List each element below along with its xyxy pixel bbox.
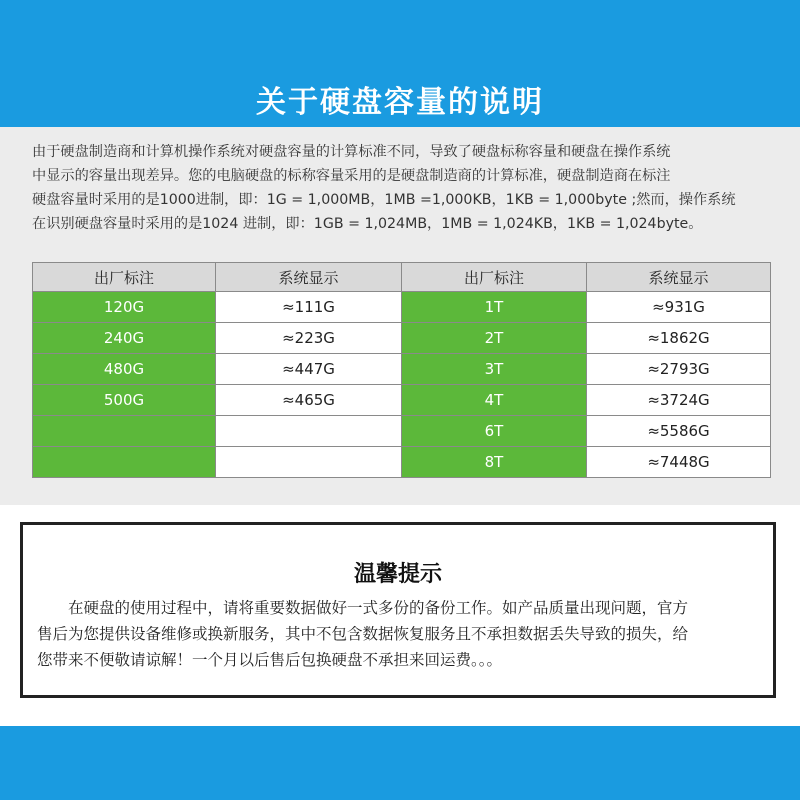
- notice-line: 您带来不便敬请谅解！一个月以后售后包换硬盘不承担来回运费。。。: [37, 651, 503, 669]
- column-header-system-display: 系统显示: [587, 263, 771, 292]
- system-capacity-cell: [216, 416, 402, 447]
- column-header-factory-label: 出厂标注: [402, 263, 587, 292]
- bottom-blue-band: [0, 726, 800, 800]
- factory-capacity-cell: 1T: [402, 292, 587, 323]
- top-blue-band: [0, 0, 800, 70]
- system-capacity-cell: ≈5586G: [587, 416, 771, 447]
- intro-line: 硬盘容量时采用的是1000进制，即：1G = 1,000MB，1MB =1,000KB，1KB = 1,000byte ;然而，操作系统: [32, 192, 736, 208]
- system-capacity-cell: ≈3724G: [587, 385, 771, 416]
- system-capacity-cell: ≈931G: [587, 292, 771, 323]
- column-header-system-display: 系统显示: [216, 263, 402, 292]
- capacity-table: [32, 262, 771, 478]
- factory-capacity-cell: 500G: [33, 385, 216, 416]
- table-header-row: [33, 263, 771, 292]
- factory-capacity-cell: 480G: [33, 354, 216, 385]
- system-capacity-cell: [216, 447, 402, 478]
- factory-capacity-cell: [33, 416, 216, 447]
- table-row: [33, 447, 771, 478]
- table-row: [33, 416, 771, 447]
- system-capacity-cell: ≈1862G: [587, 323, 771, 354]
- factory-capacity-cell: 120G: [33, 292, 216, 323]
- notice-line: 售后为您提供设备维修或换新服务，其中不包含数据恢复服务且不承担数据丢失导致的损失，给: [37, 625, 689, 643]
- page-title-bar: [0, 70, 800, 127]
- system-capacity-cell: ≈111G: [216, 292, 402, 323]
- warm-reminder-body: [37, 595, 765, 673]
- system-capacity-cell: ≈223G: [216, 323, 402, 354]
- factory-capacity-cell: 3T: [402, 354, 587, 385]
- system-capacity-cell: ≈447G: [216, 354, 402, 385]
- table-row: [33, 323, 771, 354]
- table-row: [33, 354, 771, 385]
- warm-reminder-title: 温馨提示: [353, 562, 442, 587]
- factory-capacity-cell: 2T: [402, 323, 587, 354]
- intro-line: 在识别硬盘容量时采用的是1024 进制，即：1GB = 1,024MB，1MB = 1,024KB，1KB = 1,024byte。: [32, 216, 703, 232]
- table-row: [33, 385, 771, 416]
- warm-reminder-box: [20, 522, 776, 698]
- factory-capacity-cell: 4T: [402, 385, 587, 416]
- system-capacity-cell: ≈7448G: [587, 447, 771, 478]
- table-row: [33, 292, 771, 323]
- factory-capacity-cell: 6T: [402, 416, 587, 447]
- system-capacity-cell: ≈2793G: [587, 354, 771, 385]
- factory-capacity-cell: [33, 447, 216, 478]
- intro-line: 由于硬盘制造商和计算机操作系统对硬盘容量的计算标准不同，导致了硬盘标称容量和硬盘在操作系统: [32, 144, 671, 160]
- factory-capacity-cell: 240G: [33, 323, 216, 354]
- intro-line: 中显示的容量出现差异。您的电脑硬盘的标称容量采用的是硬盘制造商的计算标准，硬盘制造商在标注: [32, 168, 671, 184]
- factory-capacity-cell: 8T: [402, 447, 587, 478]
- notice-line: 在硬盘的使用过程中，请将重要数据做好一式多份的备份工作。如产品质量出现问题，官方: [37, 599, 689, 617]
- page-title: 关于硬盘容量的说明: [256, 84, 544, 120]
- intro-paragraph: [32, 140, 772, 236]
- system-capacity-cell: ≈465G: [216, 385, 402, 416]
- column-header-factory-label: 出厂标注: [33, 263, 216, 292]
